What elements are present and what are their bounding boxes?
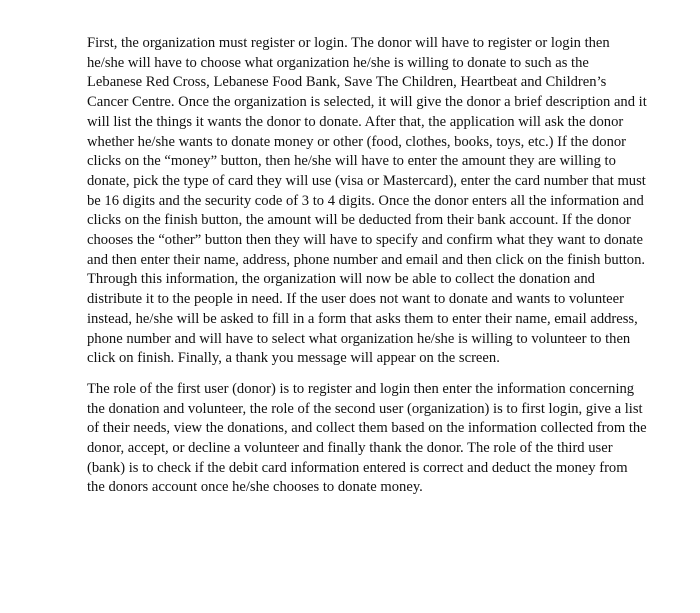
paragraph-user-roles: The role of the first user (donor) is to register and login then enter the information concerning the donation and volunteer, the role of the second user (organization) is to first login, give a list of their needs, view the donations, and collect them based on the information collected from the donor, accept, or decline a volunteer and finally thank the donor. The role of the third user (bank) is to check if the debit card information entered is correct and deduct the money from the donors account once he/she chooses to donate money. xyxy=(87,380,647,496)
document-body xyxy=(87,34,647,498)
paragraph-process-description: First, the organization must register or login. The donor will have to register or login then he/she will have to choose what organization he/she is willing to donate to such as the Lebanese Red Cross, Lebanese Food Bank, Save The Children, Heartbeat and Children’s Cancer Centre. Once the organization is selected, it will give the donor a brief description and it will list the things it wants the donor to donate. After that, the application will ask the donor whether he/she wants to donate money or other (food, clothes, books, toys, etc.) If the donor clicks on the “money” button, then he/she will have to enter the amount they are willing to donate, pick the type of card they will use (visa or Mastercard), enter the card number that must be 16 digits and the security code of 3 to 4 digits. Once the donor enters all the information and clicks on the finish button, the amount will be deducted from their bank account. If the donor chooses the “other” button then they will have to specify and confirm what they want to donate and then enter their name, address, phone number and email and then click on the finish button. Through this information, the organization will now be able to collect the donation and distribute it to the people in need. If the user does not want to donate and wants to volunteer instead, he/she will be asked to fill in a form that asks them to enter their name, email address, phone number and will have to select what organization he/she is willing to volunteer to then click on finish. Finally, a thank you message will appear on the screen. xyxy=(87,35,647,367)
